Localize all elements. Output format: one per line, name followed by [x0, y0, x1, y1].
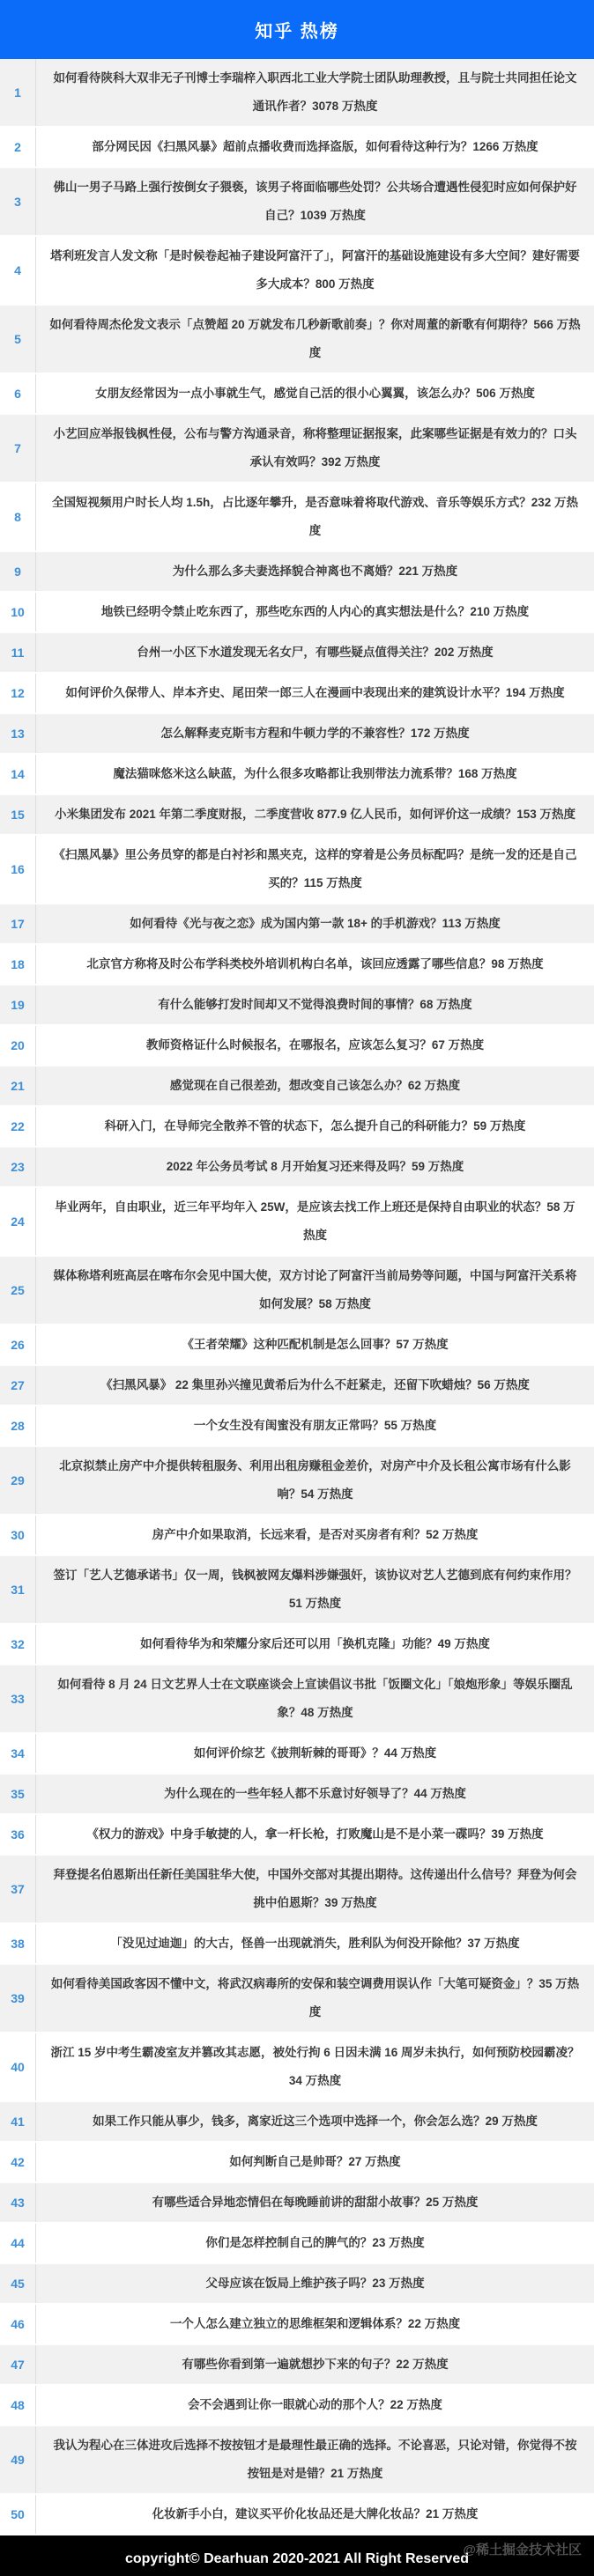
topic-text[interactable]: 如何看待《光与夜之恋》成为国内第一款 18+ 的手机游戏？113 万热度	[130, 917, 501, 930]
topic-text[interactable]: 有什么能够打发时间却又不觉得浪费时间的事情？68 万热度	[158, 998, 472, 1011]
page-title: 知乎 热榜	[255, 22, 339, 41]
rank-number: 18	[0, 945, 36, 984]
rank-number: 40	[0, 2033, 36, 2100]
table-row[interactable]	[0, 1325, 594, 1366]
table-row[interactable]	[0, 2426, 594, 2495]
topic-text[interactable]: 塔利班发言人发文称「是时候卷起袖子建设阿富汗了」，阿富汗的基础设施建设有多大空间？建好需要多大成本？800 万热度	[50, 249, 580, 291]
table-row[interactable]	[0, 1067, 594, 1107]
rank-number: 30	[0, 1516, 36, 1554]
rank-number: 16	[0, 836, 36, 903]
topic-text[interactable]: 我认为程心在三体进攻后选择不按按钮才是最理性最正确的选择。不论喜恶，只论对错，你觉得不按按钮是对是错？21 万热度	[53, 2439, 577, 2480]
topic-text[interactable]: 如何判断自己是帅哥？27 万热度	[229, 2155, 401, 2168]
topic-text[interactable]: 拜登提名伯恩斯出任新任美国驻华大使，中国外交部对其提出期待。这传递出什么信号？拜登为何会挑中伯恩斯？39 万热度	[53, 1868, 577, 1909]
watermark-text: @稀土掘金技术社区	[463, 2543, 582, 2558]
topic-text[interactable]: 台州一小区下水道发现无名女尸，有哪些疑点值得关注？202 万热度	[137, 646, 494, 659]
rank-number: 4	[0, 237, 36, 304]
topic-text[interactable]: 如何看待美国政客因不懂中文，将武汉病毒所的安保和装空调费用误认作「大笔可疑资金」？35 万热度	[50, 1977, 580, 2019]
rank-number: 9	[0, 552, 36, 591]
rank-number: 34	[0, 1734, 36, 1773]
copyright-text: copyright© Dearhuan 2020-2021 All Right Reserved	[125, 2551, 469, 2566]
table-row[interactable]	[0, 904, 594, 945]
topic-text[interactable]: 北京拟禁止房产中介提供转租服务、利用出租房赚租金差价，对房产中介及长租公寓市场有什么影响？54 万热度	[59, 1459, 571, 1501]
topic-text[interactable]: 为什么现在的一些年轻人都不乐意讨好领导了？44 万热度	[164, 1787, 466, 1800]
table-row[interactable]	[0, 2033, 594, 2102]
topic-text[interactable]: 如何看待 8 月 24 日文艺界人士在文联座谈会上宣读倡议书批「饭圈文化」「娘炮形象」等娱乐圈乱象？48 万热度	[57, 1678, 573, 1719]
topic-text[interactable]: 《扫黑风暴》 22 集里孙兴撞见黄希后为什么不赶紧走，还留下吹蜡烛？56 万热度	[100, 1378, 530, 1391]
topic-text[interactable]: 北京官方称将及时公布学科类校外培训机构白名单，该回应透露了哪些信息？98 万热度	[86, 957, 544, 971]
table-row[interactable]	[0, 1447, 594, 1516]
rank-number: 33	[0, 1665, 36, 1732]
topic-text[interactable]: 《扫黑风暴》里公务员穿的都是白衬衫和黑夹克，这样的穿着是公务员标配吗？是统一发的还是自己买的？115 万热度	[53, 848, 577, 889]
table-row[interactable]	[0, 1148, 594, 1188]
rank-number: 20	[0, 1026, 36, 1065]
topic-text[interactable]: 签订「艺人艺德承诺书」仅一周，钱枫被网友爆料涉嫌强奸，该协议对艺人艺德到底有何约束作用？51 万热度	[53, 1568, 577, 1610]
rank-number: 12	[0, 674, 36, 712]
rank-number: 10	[0, 593, 36, 631]
hot-list-table	[0, 59, 594, 2535]
topic-text[interactable]: 魔法猫咪悠米这么缺蓝，为什么很多攻略都让我别带法力流系带？168 万热度	[113, 767, 517, 780]
table-row[interactable]	[0, 2345, 594, 2386]
topic-text[interactable]: 如何看待陕科大双非无子刊博士李瑞梓入职西北工业大学院士团队助理教授，且与院士共同担任论文通讯作者？3078 万热度	[53, 71, 577, 113]
table-row[interactable]	[0, 128, 594, 168]
table-row[interactable]	[0, 1734, 594, 1775]
rank-number: 29	[0, 1447, 36, 1514]
topic-text[interactable]: 有哪些适合异地恋情侣在每晚睡前讲的甜甜小故事？25 万热度	[152, 2196, 479, 2209]
topic-text[interactable]: 小艺回应举报钱枫性侵，公布与警方沟通录音，称将整理证据报案，此案哪些证据是有效力的？口头承认有效吗？392 万热度	[53, 427, 577, 469]
table-row[interactable]	[0, 1665, 594, 1734]
rank-number: 1	[0, 59, 36, 126]
rank-number: 37	[0, 1856, 36, 1923]
rank-number: 2	[0, 128, 36, 166]
rank-number: 36	[0, 1815, 36, 1854]
rank-number: 50	[0, 2495, 36, 2534]
topic-text[interactable]: 会不会遇到让你一眼就心动的那个人？22 万热度	[188, 2398, 442, 2411]
table-row[interactable]	[0, 836, 594, 904]
topic-text[interactable]: 科研入门，在导师完全散养不管的状态下，怎么提升自己的科研能力？59 万热度	[104, 1119, 526, 1133]
topic-text[interactable]: 「没见过迪迦」的大古，怪兽一出现就消失，胜利队为何没开除他？37 万热度	[110, 1937, 520, 1950]
topic-text[interactable]: 媒体称塔利班高层在喀布尔会见中国大使，双方讨论了阿富汗当前局势等问题，中国与阿富汗关系将如何发展？58 万热度	[53, 1269, 577, 1310]
table-row[interactable]	[0, 1366, 594, 1406]
table-row[interactable]	[0, 1107, 594, 1148]
topic-text[interactable]: 化妆新手小白，建议买平价化妆品还是大牌化妆品？21 万热度	[152, 2507, 479, 2521]
topic-text[interactable]: 如何评价综艺《披荆斩棘的哥哥》？44 万热度	[193, 1746, 437, 1760]
topic-text[interactable]: 怎么解释麦克斯韦方程和牛顿力学的不兼容性？172 万热度	[160, 727, 470, 740]
topic-text[interactable]: 一个女生没有闺蜜没有朋友正常吗？55 万热度	[193, 1419, 437, 1432]
topic-text[interactable]: 小米集团发布 2021 年第二季度财报，二季度营收 877.9 亿人民币，如何评价这一成绩？153 万热度	[54, 808, 576, 821]
table-row[interactable]	[0, 2102, 594, 2143]
table-row[interactable]	[0, 714, 594, 755]
topic-text[interactable]: 佛山一男子马路上强行按倒女子猥亵，该男子将面临哪些处罚？公共场合遭遇性侵犯时应如何保护好自己？1039 万热度	[53, 181, 577, 222]
table-row[interactable]	[0, 552, 594, 593]
rank-number: 39	[0, 1965, 36, 2032]
table-row[interactable]	[0, 2143, 594, 2183]
rank-number: 21	[0, 1067, 36, 1105]
table-row[interactable]	[0, 2386, 594, 2426]
rank-number: 25	[0, 1257, 36, 1324]
table-row[interactable]	[0, 1257, 594, 1325]
topic-text[interactable]: 2022 年公务员考试 8 月开始复习还来得及吗？59 万热度	[166, 1160, 464, 1173]
table-row[interactable]	[0, 1625, 594, 1665]
rank-number: 35	[0, 1775, 36, 1813]
header-bar	[0, 0, 594, 59]
rank-number: 5	[0, 306, 36, 373]
table-row[interactable]	[0, 2183, 594, 2224]
rank-number: 47	[0, 2345, 36, 2384]
rank-number: 15	[0, 795, 36, 834]
rank-number: 11	[0, 633, 36, 672]
table-row[interactable]	[0, 59, 594, 128]
table-row[interactable]	[0, 633, 594, 674]
rank-number: 19	[0, 985, 36, 1024]
rank-number: 26	[0, 1325, 36, 1364]
topic-text[interactable]: 如何看待华为和荣耀分家后还可以用「换机克隆」功能？49 万热度	[140, 1637, 490, 1650]
topic-text[interactable]: 《王者荣耀》这种匹配机制是怎么回事？57 万热度	[182, 1338, 449, 1351]
rank-number: 23	[0, 1148, 36, 1186]
table-row[interactable]	[0, 1556, 594, 1625]
topic-text[interactable]: 《权力的游戏》中身手敏捷的人，拿一杆长枪，打败魔山是不是小菜一碟吗？39 万热度	[86, 1827, 544, 1841]
rank-number: 3	[0, 168, 36, 235]
rank-number: 14	[0, 755, 36, 793]
rank-number: 48	[0, 2386, 36, 2425]
table-row[interactable]	[0, 1856, 594, 1924]
table-row[interactable]	[0, 1815, 594, 1856]
table-row[interactable]	[0, 985, 594, 1026]
rank-number: 27	[0, 1366, 36, 1405]
table-row[interactable]	[0, 1026, 594, 1067]
rank-number: 44	[0, 2224, 36, 2262]
table-row[interactable]	[0, 1188, 594, 1257]
table-row[interactable]	[0, 945, 594, 985]
rank-number: 32	[0, 1625, 36, 1664]
rank-number: 28	[0, 1406, 36, 1445]
rank-number: 22	[0, 1107, 36, 1146]
table-row[interactable]	[0, 483, 594, 552]
table-row[interactable]	[0, 1924, 594, 1965]
rank-number: 8	[0, 483, 36, 550]
topic-text[interactable]: 毕业两年，自由职业，近三年平均年入 25W，是应该去找工作上班还是保持自由职业的状态？58 万热度	[55, 1200, 575, 1242]
table-row[interactable]	[0, 593, 594, 633]
rank-number: 45	[0, 2264, 36, 2303]
topic-text[interactable]: 感觉现在自己很差劲，想改变自己该怎么办？62 万热度	[169, 1079, 461, 1092]
topic-text[interactable]: 为什么那么多夫妻选择貌合神离也不离婚？221 万热度	[172, 565, 458, 578]
rank-number: 24	[0, 1188, 36, 1255]
rank-number: 42	[0, 2143, 36, 2181]
table-row[interactable]	[0, 374, 594, 415]
rank-number: 13	[0, 714, 36, 753]
table-row[interactable]	[0, 755, 594, 795]
table-row[interactable]	[0, 2495, 594, 2535]
rank-number: 6	[0, 374, 36, 413]
topic-text[interactable]: 如果工作只能从事少，钱多，离家近这三个选项中选择一个，你会怎么选？29 万热度	[93, 2115, 538, 2128]
rank-number: 17	[0, 904, 36, 943]
topic-text[interactable]: 全国短视频用户时长人均 1.5h，占比逐年攀升，是否意味着将取代游戏、音乐等娱乐方式？232 万热度	[51, 496, 579, 537]
topic-text[interactable]: 如何评价久保带人、岸本齐史、尾田荣一郎三人在漫画中表现出来的建筑设计水平？194 万热度	[65, 686, 565, 699]
table-row[interactable]	[0, 168, 594, 237]
topic-text[interactable]: 如何看待周杰伦发文表示「点赞超 20 万就发布几秒新歌前奏」？你对周董的新歌有何期待？566 万热度	[49, 318, 581, 359]
rank-number: 49	[0, 2426, 36, 2493]
topic-text[interactable]: 教师资格证什么时候报名，在哪报名，应该怎么复习？67 万热度	[145, 1038, 485, 1052]
topic-text[interactable]: 浙江 15 岁中考生霸凌室友并篡改其志愿，被处行拘 6 日因未满 16 周岁未执行，如何预防校园霸凌？34 万热度	[50, 2046, 580, 2087]
table-row[interactable]	[0, 415, 594, 483]
footer-bar	[0, 2535, 594, 2576]
topic-text[interactable]: 地铁已经明令禁止吃东西了，那些吃东西的人内心的真实想法是什么？210 万热度	[100, 605, 530, 618]
table-row[interactable]	[0, 795, 594, 836]
topic-text[interactable]: 你们是怎样控制自己的脾气的？23 万热度	[205, 2236, 425, 2249]
table-row[interactable]	[0, 1516, 594, 1556]
table-row[interactable]	[0, 2305, 594, 2345]
table-row[interactable]	[0, 306, 594, 374]
table-row[interactable]	[0, 1775, 594, 1815]
table-row[interactable]	[0, 1406, 594, 1447]
table-row[interactable]	[0, 1965, 594, 2033]
topic-text[interactable]: 女朋友经常因为一点小事就生气，感觉自己活的很小心翼翼，该怎么办？506 万热度	[95, 387, 535, 400]
topic-text[interactable]: 房产中介如果取消，长远来看，是否对买房者有利？52 万热度	[152, 1528, 479, 1541]
rank-number: 7	[0, 415, 36, 482]
rank-number: 41	[0, 2102, 36, 2141]
rank-number: 31	[0, 1556, 36, 1623]
table-row[interactable]	[0, 2224, 594, 2264]
rank-number: 38	[0, 1924, 36, 1963]
topic-text[interactable]: 有哪些你看到第一遍就想抄下来的句子？22 万热度	[182, 2358, 449, 2371]
topic-text[interactable]: 父母应该在饭局上维护孩子吗？23 万热度	[205, 2277, 425, 2290]
table-row[interactable]	[0, 237, 594, 306]
table-row[interactable]	[0, 2264, 594, 2305]
topic-text[interactable]: 部分网民因《扫黑风暴》超前点播收费而选择盗版，如何看待这种行为？1266 万热度	[92, 140, 538, 153]
table-row[interactable]	[0, 674, 594, 714]
rank-number: 46	[0, 2305, 36, 2343]
rank-number: 43	[0, 2183, 36, 2222]
topic-text[interactable]: 一个人怎么建立独立的思维框架和逻辑体系？22 万热度	[169, 2317, 461, 2330]
